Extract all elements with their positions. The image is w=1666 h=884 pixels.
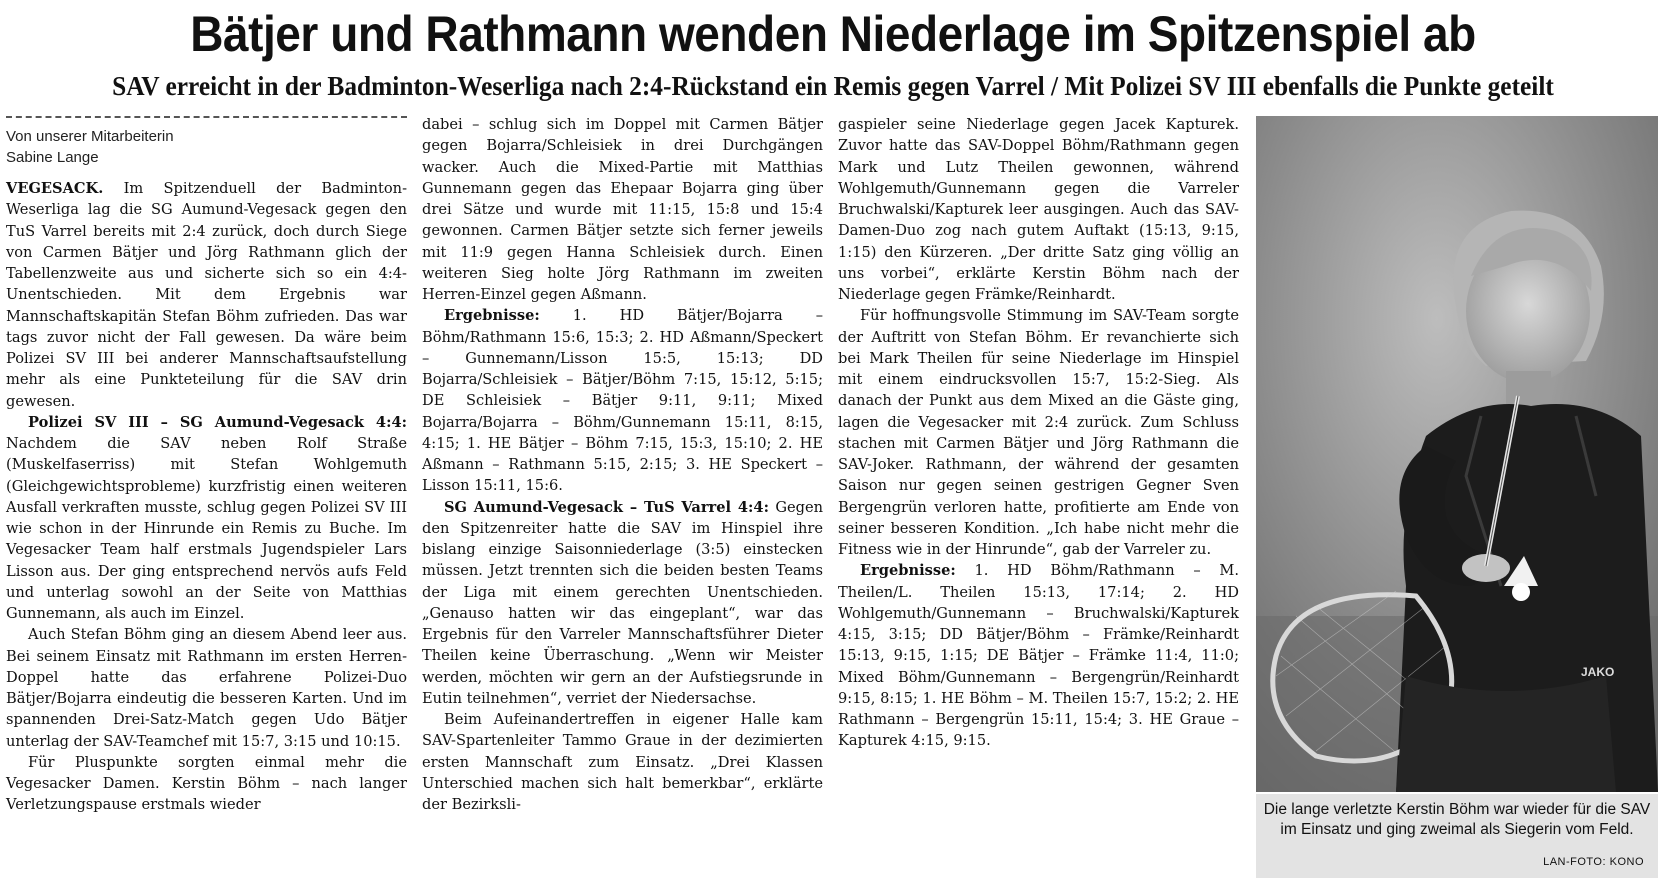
section-heading: Polizei SV III – SG Aumund-Vegesack 4:4: xyxy=(28,413,407,431)
byline-divider xyxy=(6,116,407,118)
byline-author: Sabine Lange xyxy=(6,149,99,166)
headline: Bätjer und Rathmann wenden Niederlage im Spitzenspiel ab xyxy=(190,6,1476,62)
article-column-1 xyxy=(6,178,407,816)
paragraph xyxy=(422,497,823,710)
paragraph: Auch Stefan Böhm ging an diesem Abend leer aus. Bei seinem Einsatz mit Rathmann im ersten Herren-Doppel hatte das erfahrene Polizei-Duo Bätjer/Bojarra eindeutig die besseren Karten. Und im spannenden Drei-Satz-Match gegen Udo Bätjer unterlag der SAV-Teamchef mit 15:7, 3:15 und 10:15. xyxy=(6,626,407,750)
paragraph: Für Pluspunkte sorgten einmal mehr die Vegesacker Damen. Kerstin Böhm – nach langer Verletzungspause erstmals wieder xyxy=(6,753,407,814)
caption-text: Die lange verletzte Kerstin Böhm war wieder für die SAV im Einsatz und ging zweimal als Siegerin vom Feld. xyxy=(1263,801,1651,838)
photo-credit: LAN-FOTO: KONO xyxy=(1543,856,1644,868)
paragraph-text: Nachdem die SAV neben Rolf Straße (Muskelfaserriss) mit Stefan Wohlgemuth (Gleichgewichtsprobleme) kurzfristig einen weiteren Ausfall verkraften musste, schlug gegen Polizei SV III wie schon in der Hinrunde ein Remis zu Buche. Im Vegesacker Team half erstmals Jugendspieler Lars Lisson aus. Der ging entsprechend nervös aufs Feld und unterlag sowohl an der Seite von Matthias Gunnemann, als auch im Einzel. xyxy=(6,435,407,622)
shirt-logo: JAKO xyxy=(1581,665,1615,679)
results-heading: Ergebnisse: xyxy=(860,562,956,580)
paragraph xyxy=(838,560,1239,751)
article-photo xyxy=(1256,116,1658,792)
badminton-player-photo xyxy=(1256,116,1658,792)
results-text: 1. HD Böhm/Rathmann – M. Theilen/L. Theilen 15:13, 17:14; 2. HD Wohlgemuth/Gunnemann – Bruchwalski/Kapturek 4:15, 3:15; DD Bätjer/Böhm – Främke/Reinhardt 15:13, 9:15, 1:15; DE Bätjer – Främke 11:4, 11:0; Mixed Böhm/Gunnemann – Bergengrün/Reinhardt 9:15, 8:15; 1. HE Böhm – M. Theilen 15:7, 15:2; 2. HE Rathmann – Bergengrün 15:11, 15:4; 3. HE Graue – Kapturek 4:15, 9:15. xyxy=(838,562,1239,750)
subheadline: SAV erreicht in der Badminton-Weserliga nach 2:4-Rückstand ein Remis gegen Varrel / Mit Polizei SV III ebenfalls die Punkte geteilt xyxy=(112,71,1554,101)
article-column-3 xyxy=(838,114,1239,752)
paragraph-text: Im Spitzenduell der Badminton-Weserliga lag die SG Aumund-Vegesack gegen den TuS Varrel bereits mit 2:4 zurück, doch durch Siege von Carmen Bätjer und Jörg Rathmann glich der Tabellenzweite aus und sicherte sich so ein 4:4-Unentschieden. Mit dem Ergebnis war Mannschaftskapitän Stefan Böhm zufrieden. Das war tags zuvor nicht der Fall gewesen. Da wäre beim Polizei SV III bei anderer Mannschaftsaufstellung mehr als eine Punkteteilung für die SAV drin gewesen. xyxy=(6,180,407,410)
paragraph: Beim Aufeinandertreffen in eigener Halle kam SAV-Spartenleiter Tammo Graue in der dezimierten ersten Mannschaft zum Einsatz. „Drei Klassen Unterschied machen sich halt bemerkbar“, erklärte der Bezirksli- xyxy=(422,711,823,813)
dateline: VEGESACK. xyxy=(6,180,104,197)
paragraph: Für hoffnungsvolle Stimmung im SAV-Team sorgte der Auftritt von Stefan Böhm. Er revanchierte sich bei Mark Theilen für seine Niederlage im Hinspiel mit einem eindrucksvollen 15:7, 15:2-Sieg. Als danach der Punkt aus dem Mixed an die Gäste ging, lagen die Vegesacker mit 2:4 zurück. Zum Schluss stachen mit Carmen Bätjer und Jörg Rathmann die SAV-Joker. Rathmann, der während der gesamten Saison nur gegen seinen gestrigen Gegner Sven Bergengrün verloren hatte, profitierte am Ende von seiner besseren Kondition. „Ich habe nicht mehr die Fitness wie in der Hinrunde“, gab der Varreler zu. xyxy=(838,307,1239,558)
paragraph-text: Gegen den Spitzenreiter hatte die SAV im Hinspiel ihre bislang einzige Saisonniederlage (3:5) einstecken müssen. Jetzt trennten sich die beiden besten Teams der Liga mit einem gerechten Unentschieden. „Genauso hatten wir das eingeplant“, war das Ergebnis für den Varreler Mannschaftsführer Dieter Theilen keine Überraschung. „Wenn wir Meister werden, möchten wir gern an der Aufstiegsrunde in Eutin teilnehmen“, verriet der Niedersachse. xyxy=(422,498,824,707)
paragraph xyxy=(422,305,823,496)
results-text: 1. HD Bätjer/Bojarra – Böhm/Rathmann 15:6, 15:3; 2. HD Aßmann/Speckert – Gunnemann/Lisson 15:5, 15:13; DD Bojarra/Schleisiek – Bätjer/Böhm 7:15, 15:12, 5:15; DE Schleisiek – Bätjer 9:11, 9:11; Mixed Bojarra/Bojarra – Böhm/Gunnemann 15:11, 8:15, 4:15; 1. HE Bätjer – Böhm 7:15, 15:3, 15:10; 2. HE Aßmann – Rathmann 5:15, 2:15; 3. HE Speckert – Lisson 15:11, 15:6. xyxy=(422,307,823,495)
results-heading: Ergebnisse: xyxy=(444,307,540,325)
paragraph xyxy=(6,178,407,412)
photo-caption xyxy=(1256,794,1658,878)
paragraph xyxy=(6,412,407,625)
paragraph: gaspieler seine Niederlage gegen Jacek Kapturek. Zuvor hatte das SAV-Doppel Böhm/Rathmann gegen Mark und Lutz Theilen gewonnen, während Wohlgemuth/Gunnemann gegen die Varreler Bruchwalski/Kapturek leer ausgingen. Auch das SAV-Damen-Duo zog nach gutem Auftakt (15:13, 9:15, 1:15) den Kürzeren. „Der dritte Satz ging völlig an uns vorbei“, erklärte Kerstin Böhm nach der Niederlage gegen Främke/Reinhardt. xyxy=(838,116,1239,303)
byline xyxy=(6,126,407,168)
article-column-2 xyxy=(422,114,823,815)
section-heading: SG Aumund-Vegesack – TuS Varrel 4:4: xyxy=(444,498,769,516)
byline-intro: Von unserer Mitarbeiterin xyxy=(6,128,174,145)
paragraph: dabei – schlug sich im Doppel mit Carmen Bätjer gegen Bojarra/Schleisiek in drei Durchgängen wacker. Auch die Mixed-Partie mit Matthias Gunnemann gegen das Ehepaar Bojarra ging über drei Sätze und wurde mit 11:15, 15:8 und 15:4 gewonnen. Carmen Bätjer setzte sich ferner jeweils mit 11:9 gegen Hanna Schleisiek durch. Einen weiteren Sieg holte Jörg Rathmann im zweiten Herren-Einzel gegen Aßmann. xyxy=(422,116,823,303)
